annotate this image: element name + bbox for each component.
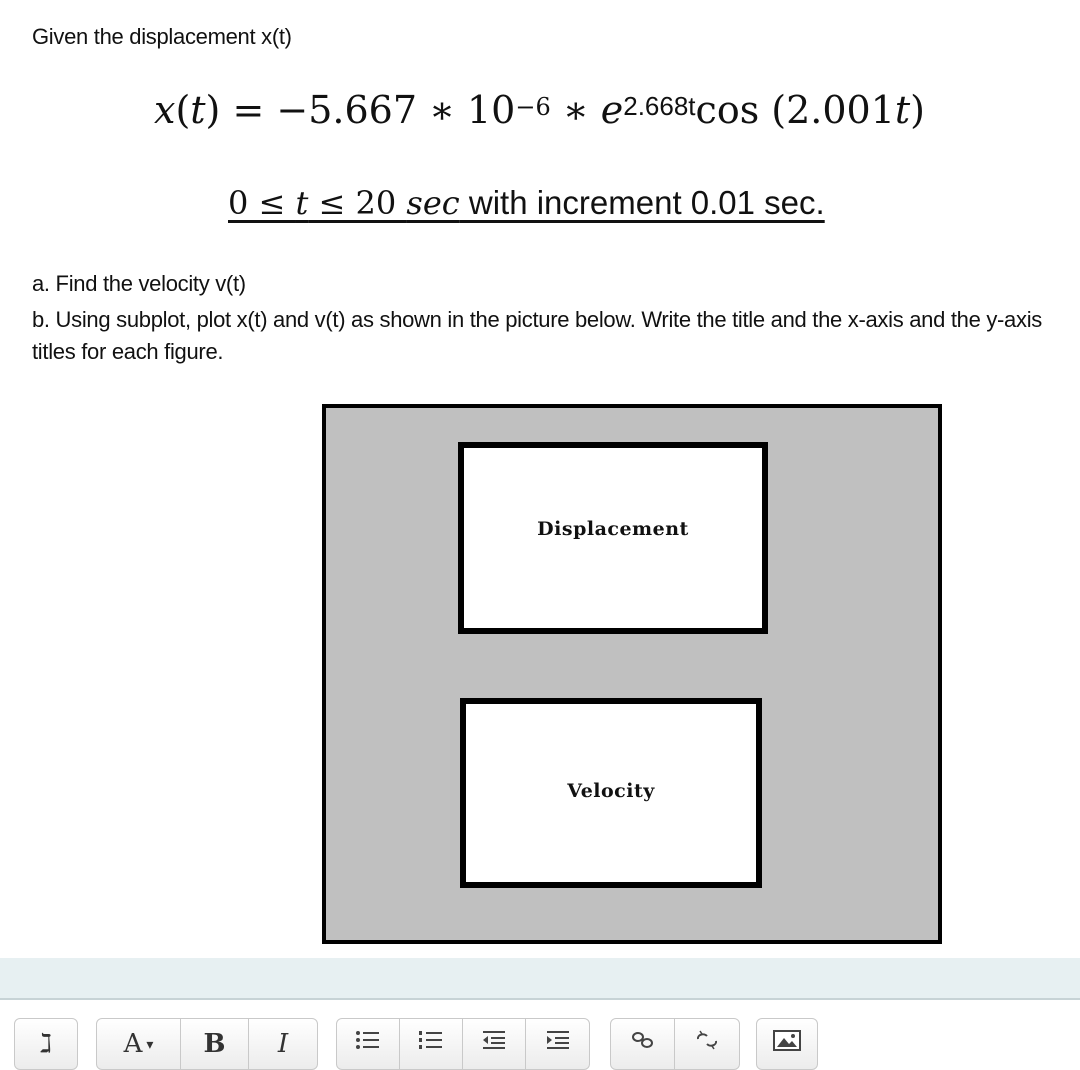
question-b: b. Using subplot, plot x(t) and v(t) as shown in the picture below. Write the title and the x-axis and the y-axis titles for each figure. <box>32 307 1042 364</box>
insert-image-button[interactable] <box>757 1019 817 1069</box>
eq-rhs: ) = −5.667 ∗ 10 <box>205 88 516 132</box>
numbered-list-icon <box>418 1029 444 1051</box>
velocity-subplot <box>460 698 762 888</box>
list-group <box>336 1018 590 1070</box>
style-group <box>14 1018 78 1070</box>
style-icon: ℷ <box>39 1029 53 1059</box>
displacement-title: Displacement <box>537 518 689 540</box>
time-range <box>228 184 825 222</box>
italic-button[interactable] <box>249 1019 317 1069</box>
outdent-icon <box>481 1029 507 1051</box>
eq-open: ( <box>175 88 191 132</box>
font-color-icon: A <box>123 1029 143 1059</box>
intro-text: Given the displacement x(t) <box>32 24 292 49</box>
style-button[interactable] <box>15 1019 77 1069</box>
editor-toolbar <box>0 1000 1080 1059</box>
question-a: a. Find the velocity v(t) <box>32 271 246 296</box>
subplot-figure <box>322 404 942 944</box>
eq-close: ) <box>910 88 925 132</box>
range-plain: with increment 0.01 sec. <box>459 184 825 221</box>
eq-lhs-var: x <box>154 88 176 132</box>
displacement-equation <box>154 88 925 132</box>
unlink-button[interactable] <box>675 1019 739 1069</box>
editor-divider-band <box>0 958 1080 1000</box>
image-group <box>756 1018 818 1070</box>
eq-e-exp: 2.668t <box>623 91 696 121</box>
bullet-list-button[interactable] <box>337 1019 400 1069</box>
link-button[interactable] <box>611 1019 675 1069</box>
unlink-icon <box>694 1029 720 1051</box>
range-lead: 0 ≤ <box>228 184 296 222</box>
range-t: t <box>295 184 309 222</box>
range-mid: ≤ 20 <box>308 184 407 222</box>
eq-power-exp: −6 <box>515 93 551 121</box>
eq-e: e <box>600 88 624 132</box>
link-icon <box>630 1029 656 1051</box>
indent-button[interactable] <box>526 1019 589 1069</box>
eq-times: ∗ <box>550 88 601 132</box>
bold-button[interactable] <box>181 1019 249 1069</box>
range-sec: sec <box>406 184 460 222</box>
indent-icon <box>545 1029 571 1051</box>
eq-arg: t <box>190 88 206 132</box>
font-color-button[interactable] <box>97 1019 181 1069</box>
format-group <box>96 1018 318 1070</box>
image-icon <box>773 1029 801 1051</box>
velocity-title: Velocity <box>567 780 655 802</box>
italic-icon: I <box>277 1029 289 1059</box>
displacement-subplot <box>458 442 768 634</box>
outdent-button[interactable] <box>463 1019 526 1069</box>
bold-icon: B <box>203 1029 226 1059</box>
link-group <box>610 1018 740 1070</box>
eq-cos-var: t <box>894 88 911 132</box>
numbered-list-button[interactable] <box>400 1019 463 1069</box>
chevron-down-icon: ▾ <box>146 1037 154 1053</box>
bullet-list-icon <box>355 1029 381 1051</box>
eq-cos: cos (2.001 <box>695 88 895 132</box>
